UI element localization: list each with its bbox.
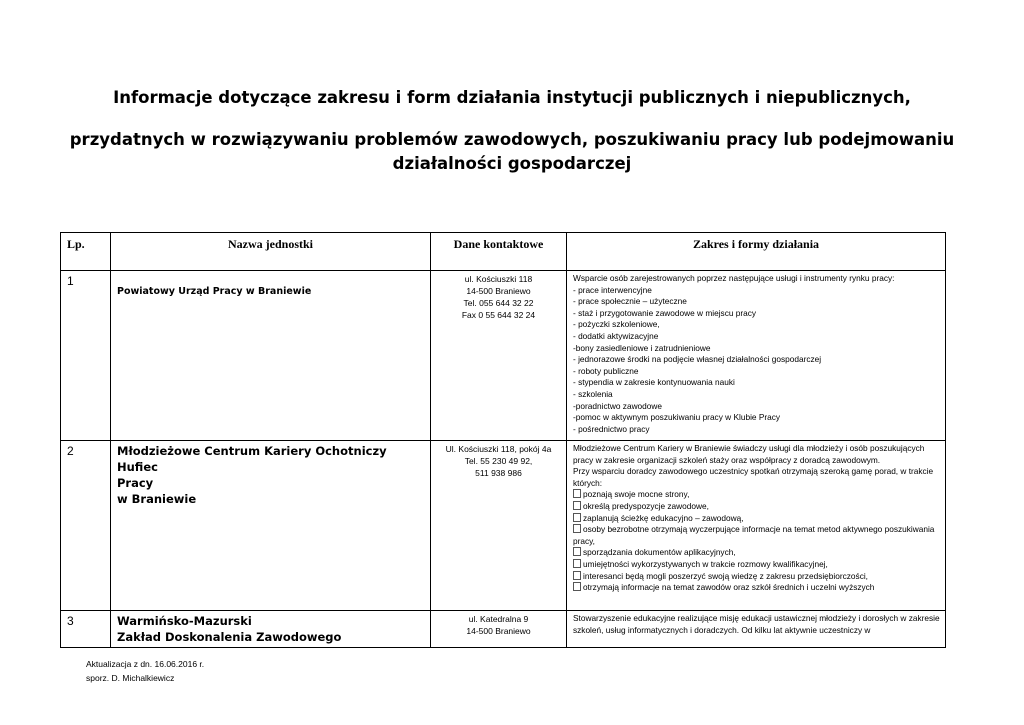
scope-item: otrzymają informacje na temat zawodów oraz szkół średnich i uczelni wyższych	[573, 582, 941, 594]
checkbox-bullet-icon	[573, 582, 581, 591]
document-subtitle	[60, 128, 964, 176]
header-unit-name: Nazwa jednostki	[111, 233, 431, 271]
subtitle-line-1: przydatnych w rozwiązywaniu problemów zawodowych, poszukiwaniu pracy lub podejmowaniu	[69, 130, 955, 149]
scope-cell	[567, 611, 946, 648]
header-scope: Zakres i formy działania	[567, 233, 946, 271]
scope-line: -poradnictwo zawodowe	[573, 400, 663, 411]
subtitle-line-2: działalności gospodarczej	[392, 154, 632, 173]
contact-cell	[431, 271, 567, 441]
table-row	[61, 271, 946, 441]
scope-intro-2: Przy wsparciu doradcy zawodowego uczestnicy spotkań otrzymają szeroką gamę porad, w trakcie których:	[573, 466, 934, 488]
checkbox-bullet-icon	[573, 571, 581, 580]
unit-name-cell	[111, 271, 431, 441]
scope-item: sporządzania dokumentów aplikacyjnych,	[573, 547, 941, 559]
scope-line: - pożyczki szkoleniowe,	[573, 319, 660, 330]
unit-name-line: Pracy	[117, 476, 154, 490]
scope-item: umiejętności wykorzystywanych w trakcie rozmowy kwalifikacyjnej,	[573, 559, 941, 571]
contact-cell	[431, 441, 567, 611]
table-row	[61, 611, 946, 648]
contact-line: Tel. 055 644 32 22	[463, 298, 534, 308]
scope-line: - pośrednictwo pracy	[573, 423, 650, 434]
contact-line: 14-500 Braniewo	[466, 626, 531, 636]
scope-text: Stowarzyszenie edukacyjne realizujące misję edukacji ustawicznej młodzieży i dorosłych w zakresie szkoleń, usług informatycznych i doradczych. Od kilku lat aktywnie uczestniczy w	[573, 613, 940, 635]
table-row	[61, 441, 946, 611]
checkbox-bullet-icon	[573, 513, 581, 522]
contact-line: ul. Kościuszki 118	[464, 274, 533, 284]
checkbox-bullet-icon	[573, 501, 581, 510]
author: sporz. D. Michalkiewicz	[86, 673, 175, 683]
table-header-row	[61, 233, 946, 271]
unit-name: Powiatowy Urząd Pracy w Braniewie	[117, 286, 312, 297]
contact-line: Fax 0 55 644 32 24	[461, 310, 536, 320]
header-lp: Lp.	[61, 233, 111, 271]
scope-cell	[567, 441, 946, 611]
scope-line: - staż i przygotowanie zawodowe w miejscu pracy	[573, 307, 757, 318]
scope-item: zaplanują ścieżkę edukacyjno – zawodową,	[573, 513, 941, 525]
contact-line: 511 938 986	[475, 468, 522, 478]
checkbox-bullet-icon	[573, 559, 581, 568]
unit-name-line: w Braniewie	[117, 492, 197, 506]
unit-name-cell	[111, 441, 431, 611]
unit-name-line: Warmińsko-Mazurski	[117, 614, 252, 628]
row-number: 3	[61, 611, 111, 648]
checkbox-bullet-icon	[573, 489, 581, 498]
scope-line: - prace interwencyjne	[573, 284, 652, 295]
unit-name-cell	[111, 611, 431, 648]
row-number: 1	[61, 271, 111, 441]
scope-item: interesanci będą mogli poszerzyć swoją wiedzę z zakresu przedsiębiorczości,	[573, 571, 941, 583]
scope-line: - dodatki aktywizacyjne	[573, 330, 659, 341]
row-number: 2	[61, 441, 111, 611]
scope-cell	[567, 271, 946, 441]
unit-name-line: Zakład Doskonalenia Zawodowego	[117, 630, 342, 644]
document-title: Informacje dotyczące zakresu i form działania instytucji publicznych i niepublicznych,	[113, 88, 911, 107]
contact-line: Tel. 55 230 49 92,	[464, 456, 533, 466]
scope-line: - szkolenia	[573, 388, 613, 399]
update-date: Aktualizacja z dn. 16.06.2016 r.	[86, 659, 205, 669]
contact-line: Ul. Kościuszki 118, pokój 4a	[445, 444, 552, 454]
scope-line: - jednorazowe środki na podjęcie własnej działalności gospodarczej	[573, 354, 822, 365]
scope-line: - roboty publiczne	[573, 365, 639, 376]
unit-name-line: Młodzieżowe Centrum Kariery Ochotniczy Hufiec	[117, 444, 387, 474]
scope-line: Wsparcie osób zarejestrowanych poprzez następujące usługi i instrumenty rynku pracy:	[573, 273, 895, 283]
scope-line: -pomoc w aktywnym poszukiwaniu pracy w Klubie Pracy	[573, 412, 781, 423]
scope-item: osoby bezrobotne otrzymają wyczerpujące informacje na temat metod aktywnego poszukiwania pracy,	[573, 524, 935, 546]
scope-line: - prace społecznie – użyteczne	[573, 296, 687, 307]
scope-item: określą predyspozycje zawodowe,	[573, 501, 941, 513]
scope-intro: Młodzieżowe Centrum Kariery w Braniewie świadczy usługi dla młodzieży i osób poszukujących pracy w zakresie organizacji szkoleń staży oraz współpracy z doradcą zawodowym.	[573, 443, 925, 465]
checkbox-bullet-icon	[573, 524, 581, 533]
footer	[86, 657, 204, 685]
contact-line: 14-500 Braniewo	[466, 286, 531, 296]
scope-item: poznają swoje mocne strony,	[573, 489, 941, 501]
header-contact: Dane kontaktowe	[431, 233, 567, 271]
institutions-table	[60, 232, 946, 648]
scope-line: -bony zasiedleniowe i zatrudnieniowe	[573, 342, 711, 353]
contact-line: ul. Katedralna 9	[468, 614, 529, 624]
scope-line: - stypendia w zakresie kontynuowania nauki	[573, 377, 735, 388]
checkbox-bullet-icon	[573, 547, 581, 556]
contact-cell	[431, 611, 567, 648]
